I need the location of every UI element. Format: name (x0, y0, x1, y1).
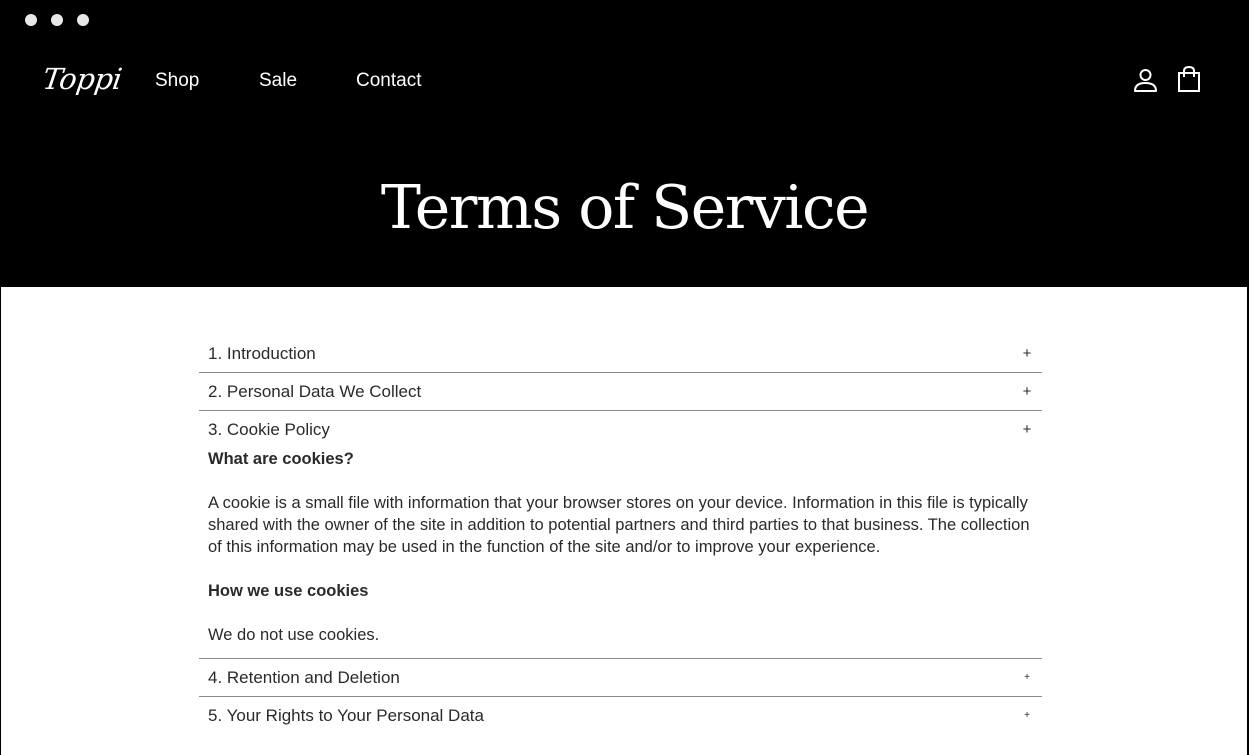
accordion-item-retention (199, 659, 1042, 697)
accordion-item-introduction (199, 335, 1042, 373)
page-title: Terms of Service (380, 173, 869, 243)
accordion-header[interactable] (199, 335, 1042, 372)
section-heading: How we use cookies (208, 582, 369, 600)
nav-link-shop[interactable]: Shop (155, 70, 200, 91)
accordion-label: 3. Cookie Policy (208, 419, 330, 439)
accordion-body (199, 448, 1042, 658)
window-dot[interactable] (77, 14, 89, 26)
plus-icon[interactable]: + (1022, 345, 1032, 362)
policy-accordion (199, 335, 1042, 734)
site-logo[interactable]: Toppi (40, 62, 124, 96)
plus-icon[interactable]: + (1022, 383, 1032, 400)
plus-icon[interactable]: + (1024, 672, 1030, 683)
accordion-header[interactable] (199, 697, 1042, 734)
accordion-label: 5. Your Rights to Your Personal Data (208, 705, 484, 725)
accordion-header[interactable] (199, 373, 1042, 410)
accordion-label: 2. Personal Data We Collect (208, 381, 422, 401)
accordion-header[interactable] (199, 659, 1042, 696)
section-paragraph: We do not use cookies. (208, 626, 380, 644)
shopping-bag-icon[interactable] (1177, 65, 1201, 98)
window-dot[interactable] (25, 14, 37, 26)
accordion-header[interactable] (199, 411, 1042, 448)
accordion-item-your-rights (199, 697, 1042, 734)
window-controls (25, 14, 89, 26)
section-paragraph: A cookie is a small file with information that your browser stores on your device. Information in this file is typically shared with the owner of the site in addition to potential partners and third parties to that business. The collection of this information may be used in the function of the site and/or to improve your experience. (208, 494, 1030, 556)
accordion-label: 4. Retention and Deletion (208, 667, 400, 687)
accordion-label: 1. Introduction (208, 343, 316, 363)
main-nav (0, 60, 1249, 104)
section-heading: What are cookies? (208, 450, 354, 468)
plus-icon[interactable]: + (1024, 710, 1030, 721)
plus-icon[interactable]: + (1022, 421, 1032, 438)
accordion-item-cookie-policy (199, 411, 1042, 659)
window-dot[interactable] (51, 14, 63, 26)
nav-link-contact[interactable]: Contact (356, 70, 422, 91)
user-icon[interactable] (1133, 67, 1158, 98)
content-area (1, 287, 1247, 755)
accordion-item-personal-data (199, 373, 1042, 411)
nav-link-sale[interactable]: Sale (259, 70, 298, 91)
